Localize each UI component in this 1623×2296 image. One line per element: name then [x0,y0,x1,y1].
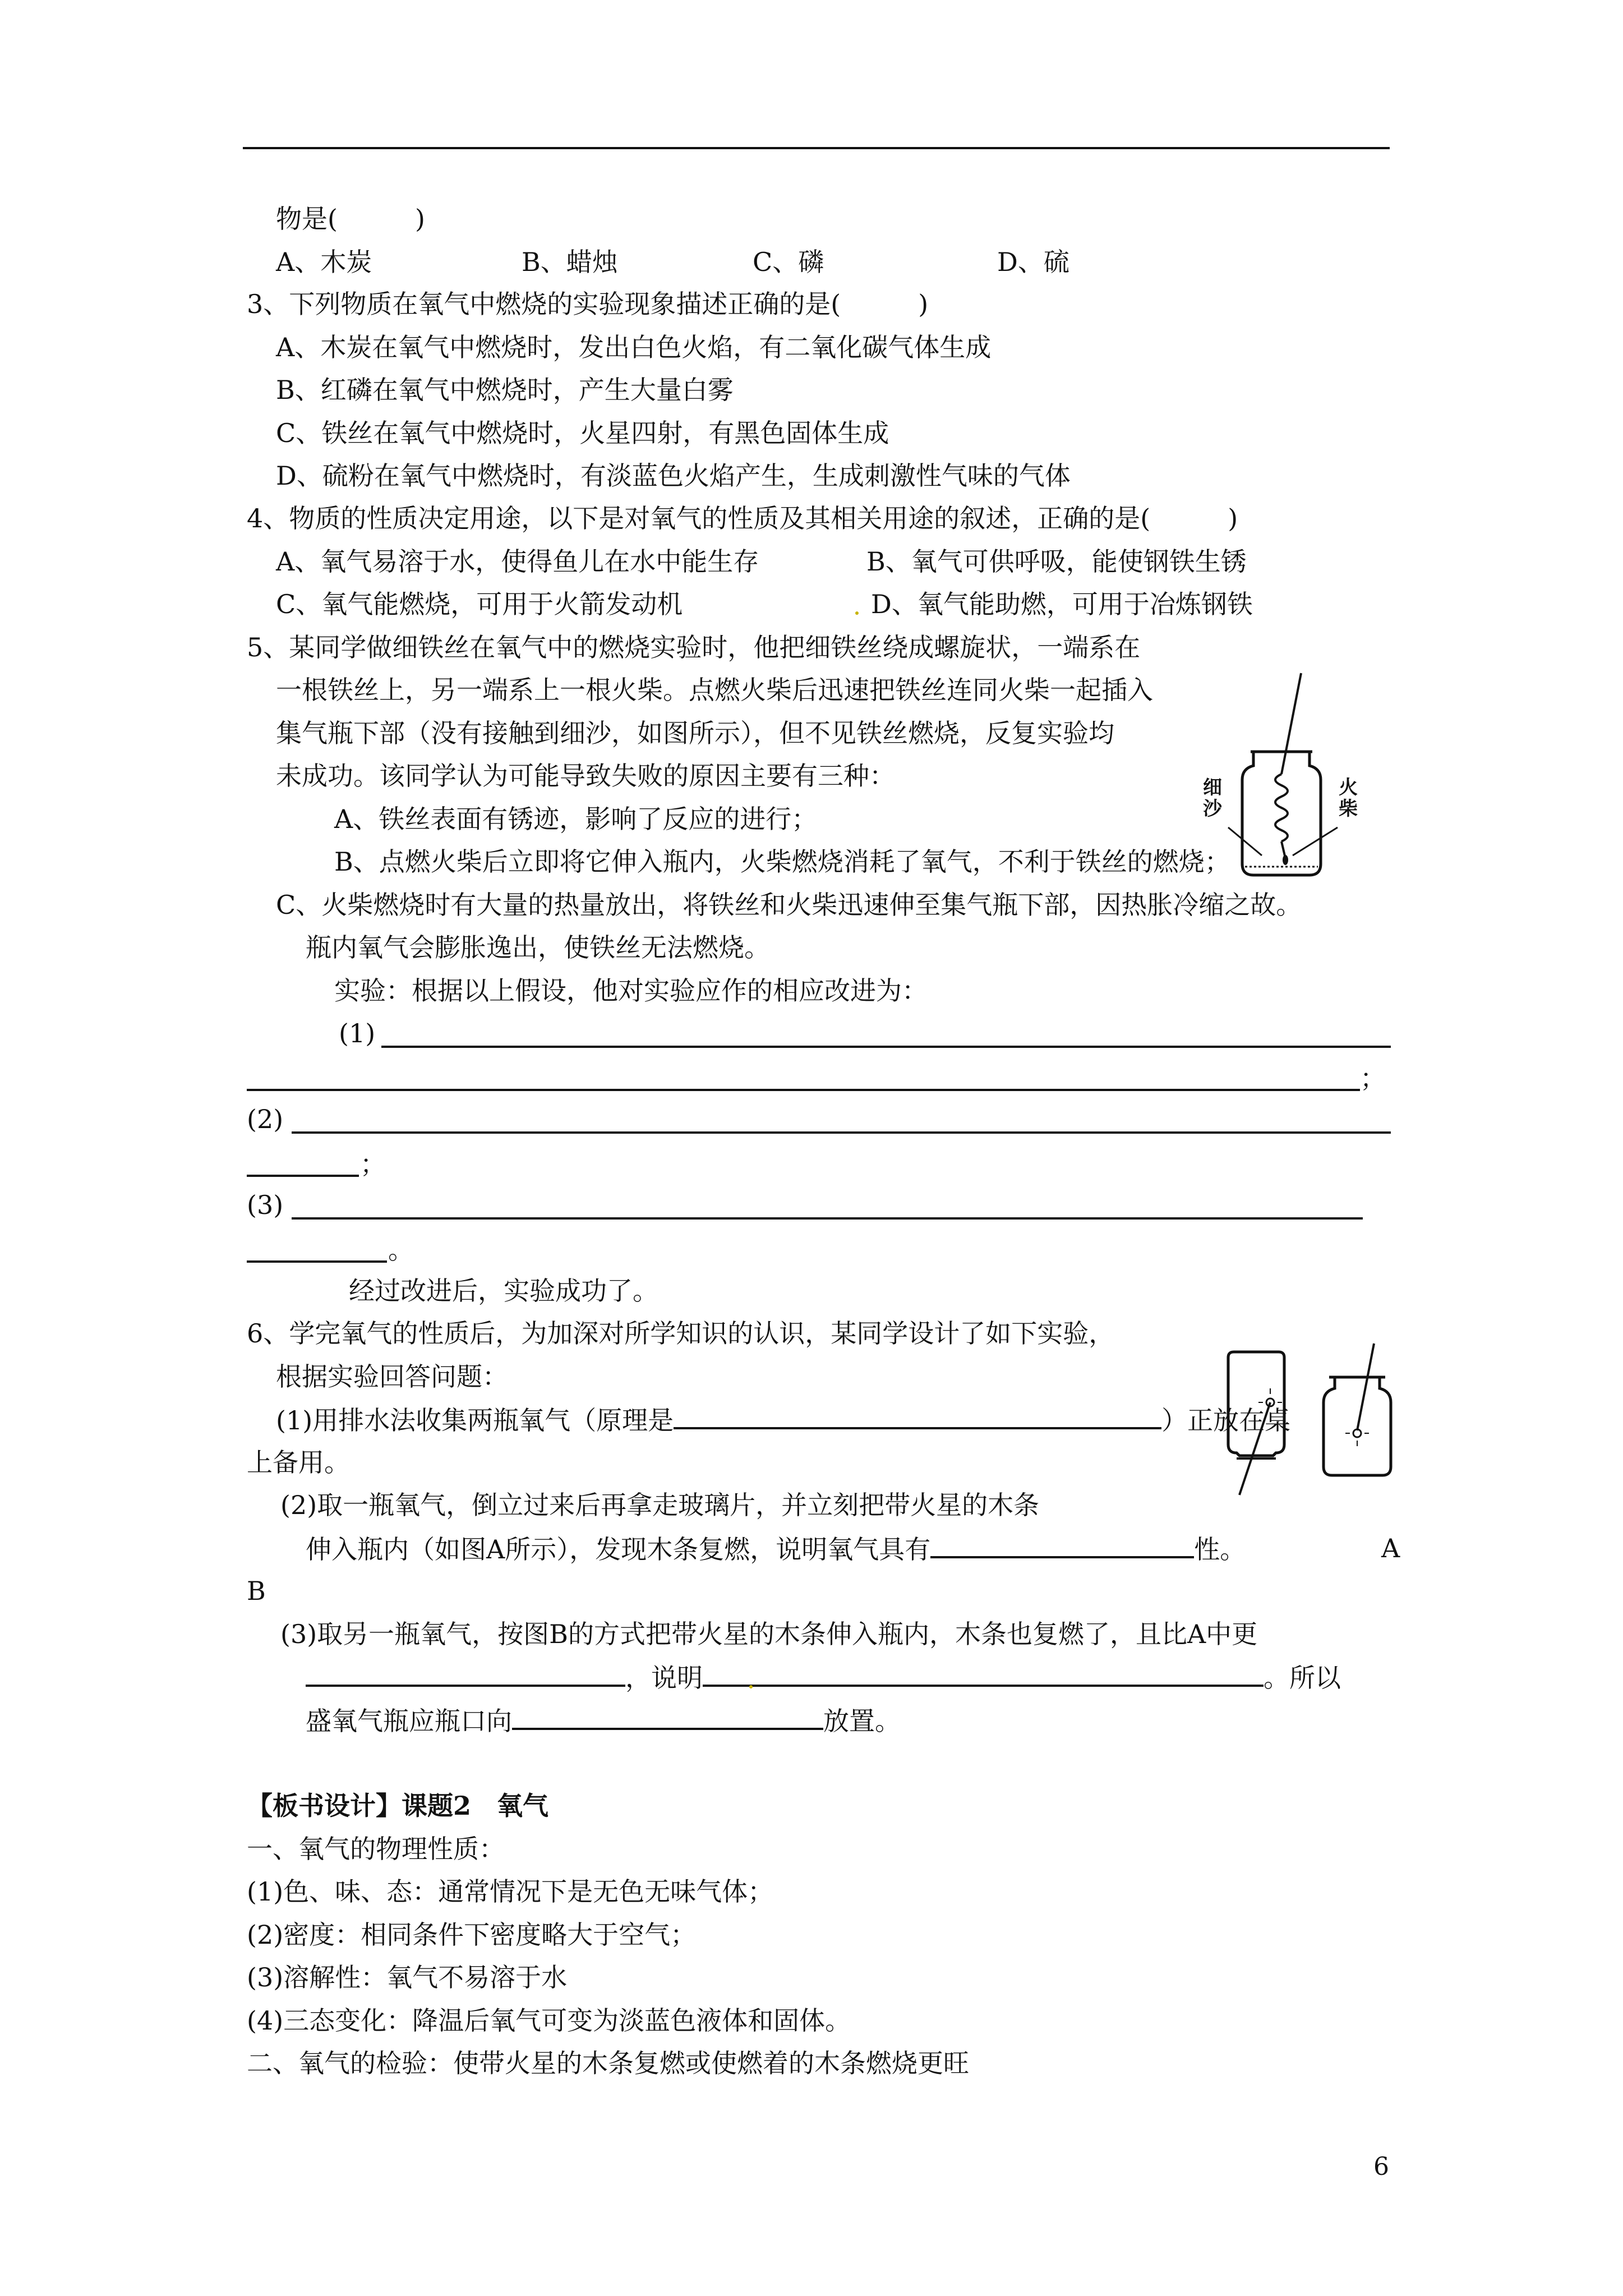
q6-step-3-line-1: (3)取另一瓶氧气，按图B的方式把带火星的木条伸入瓶内，木条也复燃了，且比A中更 [280,1619,1258,1649]
q6-stem-line-2: 根据实验回答问题： [276,1361,508,1392]
header-rule [243,147,1390,149]
q5-blank-2-line-a[interactable] [292,1131,1391,1134]
q6-step-1 [276,1402,1290,1437]
q5-blank-3-period: 。 [388,1235,414,1265]
q4-option-c: C、氧气能燃烧，可用于火箭发动机 [276,589,683,619]
q6-step-1-cont: 上备用。 [247,1447,350,1478]
sand-label-char-2: 沙 [1203,798,1222,820]
q5-experiment-prompt: 实验：根据以上假设，他对实验应作的相应改进为： [334,976,928,1006]
q5-blank-1-line-b[interactable] [247,1089,1360,1091]
q3-option-a: A、木炭在氧气中燃烧时，发出白色火焰，有二氧化碳气体生成 [276,332,992,362]
q6-step-1-text: (1)用排水法收集两瓶氧气（原理是 [276,1405,674,1435]
q2-option-d: D、硫 [997,247,1069,277]
q5-blank-2-semicolon: ； [360,1149,386,1179]
q5-hypothesis-c-line-2: 瓶内氧气会膨胀逸出，使铁丝无法燃烧。 [306,932,770,963]
q6-step-3-blank-2[interactable] [703,1660,1264,1687]
q5-hypothesis-c-line-1: C、火柴燃烧时有大量的热量放出，将铁丝和火柴迅速伸至集气瓶下部，因热胀冷缩之故。 [276,890,1302,920]
q5-stem-line-1: 5、某同学做细铁丝在氧气中的燃烧实验时，他把细铁丝绕成螺旋状，一端系在 [247,632,1141,662]
q6-step-2-line-1: (2)取一瓶氧气，倒立过来后再拿走玻璃片，并立刻把带火星的木条 [280,1490,1040,1520]
q5-blank-2-line-b[interactable] [247,1175,359,1177]
q6-step-3-text-2: 盛氧气瓶应瓶口向 [306,1706,512,1736]
stray-mark [855,611,859,615]
q4-option-a: A、氧气易溶于水，使得鱼儿在水中能生存 [276,546,759,577]
q6-step-3-blank-1[interactable] [306,1660,625,1687]
q6-stem-line-1: 6、学完氧气的性质后，为加深对所学知识的认识，某同学设计了如下实验， [247,1318,1115,1349]
q6-step-2-blank[interactable] [930,1531,1194,1558]
match-label-char-1: 火 [1339,776,1358,799]
q2-option-a: A、木炭 [276,247,372,277]
q6-step-2-text: 伸入瓶内（如图A所示），发现木条复燃，说明氧气具有 [306,1534,931,1565]
q5-blank-3-line-a[interactable] [292,1217,1363,1220]
match-label-char-2: 柴 [1339,798,1358,820]
stray-mark [749,1685,753,1688]
q5-blank-3-line-b[interactable] [247,1260,387,1263]
q4-option-d: D、氧气能助燃，可用于冶炼钢铁 [871,589,1253,619]
sand-label [1200,777,1225,820]
q2-continuation: 物是( ) [276,204,425,234]
q3-option-c: C、铁丝在氧气中燃烧时，火星四射，有黑色固体生成 [276,418,889,448]
q3-option-b: B、红磷在氧气中燃烧时，产生大量白雾 [276,375,734,405]
q5-stem-line-3: 集气瓶下部（没有接触到细沙，如图所示），但不见铁丝燃烧，反复实验均 [276,718,1114,748]
q5-blank-3-label: (3) [247,1190,284,1220]
q6-step-1-blank[interactable] [674,1402,1161,1429]
q5-hypothesis-a: A、铁丝表面有锈迹，影响了反应的进行； [334,804,818,834]
board-item-1: (1)色、味、态：通常情况下是无色无味气体； [247,1876,774,1907]
q4-stem: 4、物质的性质决定用途，以下是对氧气的性质及其相关用途的叙述，正确的是( ) [247,503,1238,533]
q5-hypothesis-b: B、点燃火柴后立即将它伸入瓶内，火柴燃烧消耗了氧气，不利于铁丝的燃烧； [334,846,1230,877]
board-heading-1: 一、氧气的物理性质： [247,1834,505,1864]
q2-option-c: C、磷 [753,247,824,277]
figure-label-b: B [247,1576,266,1606]
q6-step-3-blank-3[interactable] [512,1703,823,1730]
q2-option-b: B、蜡烛 [522,247,618,277]
board-item-4: (4)三态变化：降温后氧气可变为淡蓝色液体和固体。 [247,2005,851,2036]
q6-step-3-text: ，说明 [625,1663,703,1693]
q4-option-b: B、氧气可供呼吸，能使钢铁生锈 [866,546,1247,577]
board-heading-2: 二、氧气的检验：使带火星的木条复燃或使燃着的木条燃烧更旺 [247,2048,969,2078]
q6-step-3-text-end: 。所以 [1264,1663,1341,1693]
q5-blank-1-semicolon: ； [1360,1063,1386,1093]
q5-conclusion: 经过改进后，实验成功了。 [349,1276,658,1306]
board-design-title: 【板书设计】课题2 氧气 [247,1791,549,1821]
q3-stem: 3、下列物质在氧气中燃烧的实验现象描述正确的是( ) [247,289,929,319]
q6-step-3-line-3 [306,1703,901,1738]
q5-blank-1-label: (1) [339,1018,376,1048]
sand-label-char-1: 细 [1203,776,1222,799]
board-item-3: (3)溶解性：氧气不易溶于水 [247,1962,568,1993]
q6-step-2-text-end: 性。 [1194,1534,1246,1565]
q3-option-d: D、硫粉在氧气中燃烧时，有淡蓝色火焰产生，生成刺激性气味的气体 [276,461,1071,491]
figure-label-a: A [1381,1533,1400,1563]
board-item-2: (2)密度：相同条件下密度略大于空气； [247,1920,697,1950]
q6-step-3-line-2 [306,1660,1341,1695]
q5-stem-line-2: 一根铁丝上，另一端系上一根火柴。点燃火柴后迅速把铁丝连同火柴一起插入 [276,675,1153,705]
q5-blank-1-line-a[interactable] [381,1046,1391,1048]
q6-step-2-line-2 [306,1531,1246,1566]
q5-stem-line-4: 未成功。该同学认为可能导致失败的原因主要有三种： [276,761,895,791]
page-number: 6 [1373,2152,1389,2181]
match-label [1336,777,1361,820]
q6-step-1-text-end: ）正放在桌 [1161,1405,1291,1435]
q5-blank-2-label: (2) [247,1104,284,1134]
q6-step-3-text-3: 放置。 [823,1706,901,1736]
